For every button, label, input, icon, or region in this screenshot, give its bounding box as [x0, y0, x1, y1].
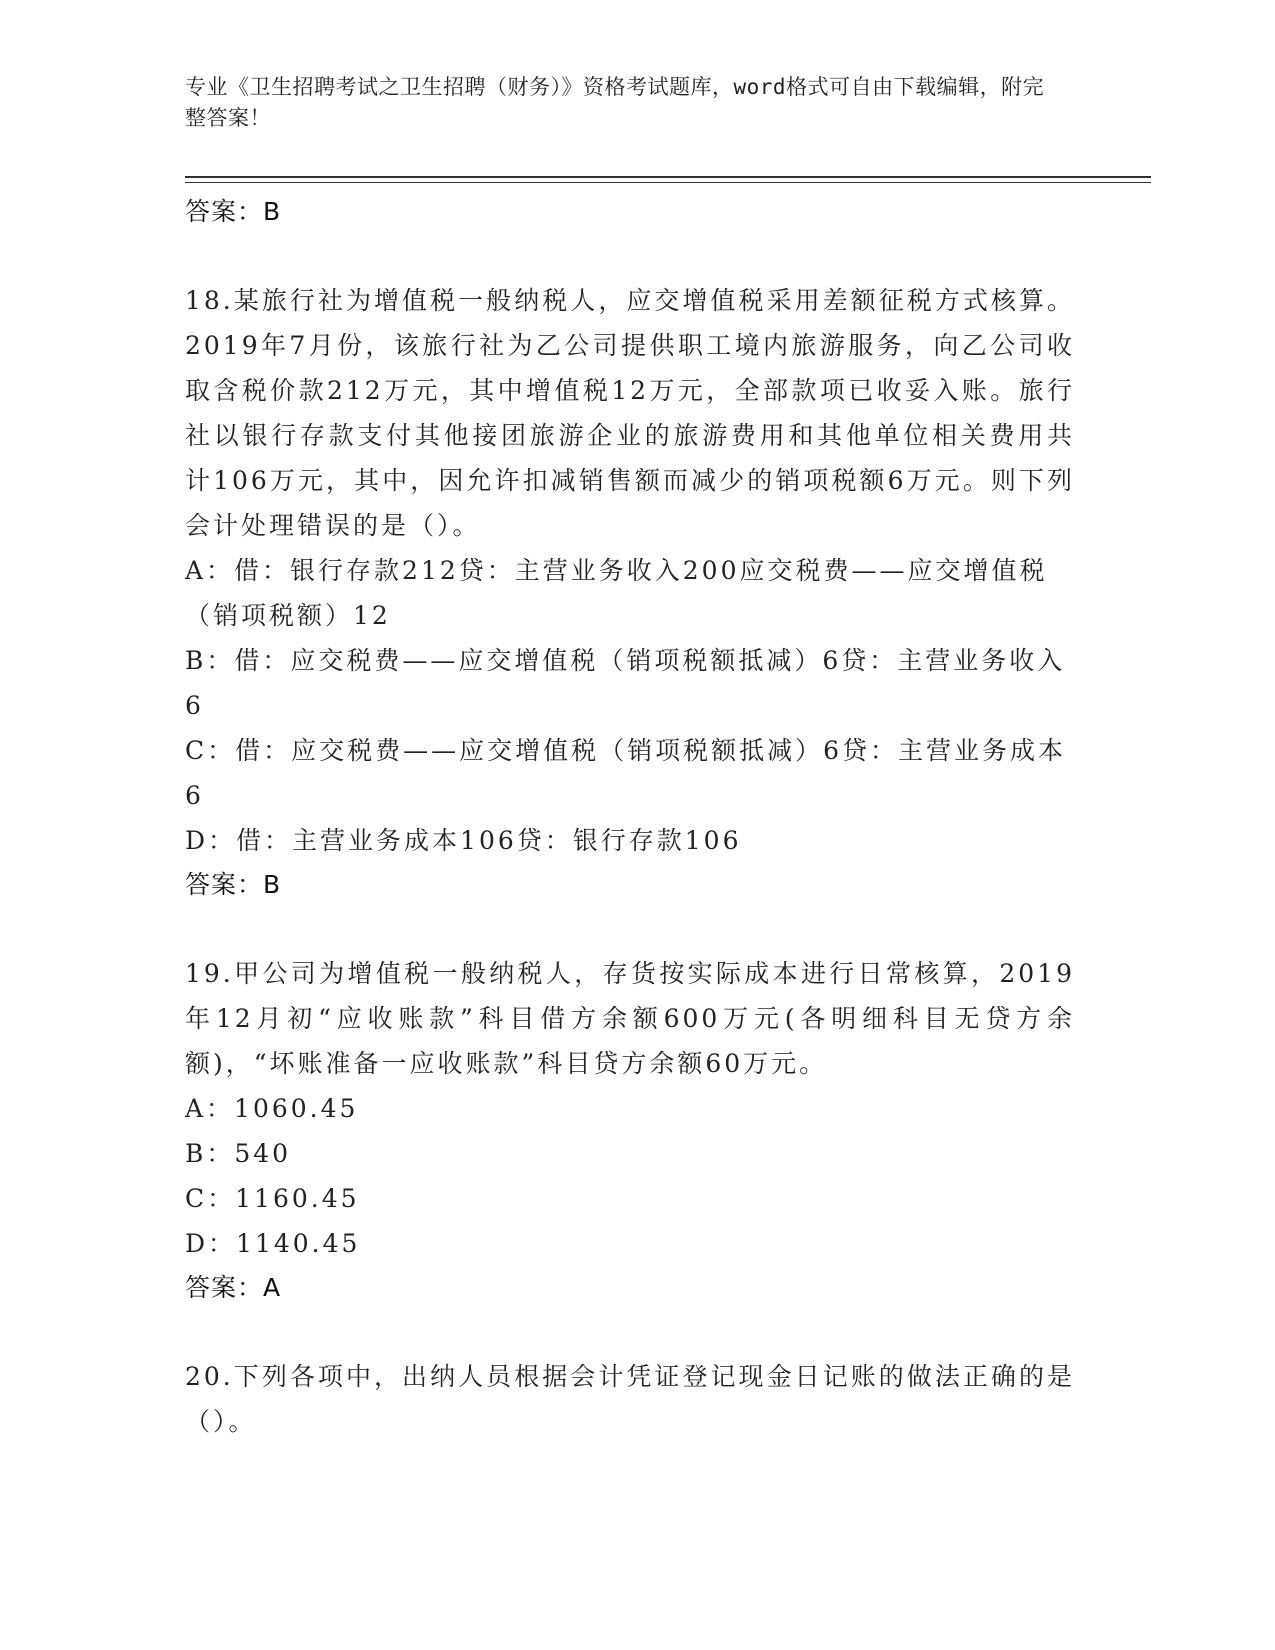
- spacer: [185, 234, 1075, 278]
- spacer: [185, 1310, 1075, 1354]
- spacer: [185, 907, 1075, 951]
- document-body: [185, 190, 1075, 1444]
- question-text: 18.某旅行社为增值税一般纳税人，应交增值税采用差额征税方式核算。2019年7月份，该旅行社为乙公司提供职工境内旅游服务，向乙公司收取含税价款212万元，其中增值税12万元，全部款项已收妥入账。旅行社以银行存款支付其他接团旅游企业的旅游费用和其他单位相关费用共计106万元，其中，因允许扣减销售额而减少的销项税额6万元。则下列会计处理错误的是（）。: [185, 286, 1075, 540]
- option-a: A：借：银行存款212贷：主营业务收入200应交税费——应交增值税（销项税额）12: [185, 556, 1048, 630]
- option-c: C：1160.45: [185, 1184, 360, 1213]
- page-header: 专业《卫生招聘考试之卫生招聘（财务）》资格考试题库，word格式可自由下载编辑，附完整答案！: [185, 75, 1045, 130]
- answer: 答案：B: [185, 870, 282, 899]
- option-d: D：1140.45: [185, 1229, 361, 1258]
- question-text: 19.甲公司为增值税一般纳税人，存货按实际成本进行日常核算，2019年12月初“应收账款”科目借方余额600万元(各明细科目无贷方余额)，“坏账准备一应收账款”科目贷方余额60万元。: [185, 959, 1075, 1078]
- answer: 答案：A: [185, 1273, 282, 1302]
- option-b: B：540: [185, 1139, 292, 1168]
- question-19: [185, 951, 1075, 1310]
- header-rule-thin: [185, 182, 1151, 183]
- option-a: A：1060.45: [185, 1094, 359, 1123]
- option-b: B：借：应交税费——应交增值税（销项税额抵减）6贷：主营业务收入6: [185, 646, 1066, 720]
- header-rule-thick: [185, 176, 1151, 178]
- option-c: C：借：应交税费——应交增值税（销项税额抵减）6贷：主营业务成本6: [185, 736, 1067, 810]
- option-d: D：借：主营业务成本106贷：银行存款106: [185, 826, 742, 855]
- previous-answer: 答案：B: [185, 197, 282, 226]
- question-18: [185, 278, 1075, 907]
- question-20: [185, 1354, 1075, 1444]
- question-text: 20.下列各项中，出纳人员根据会计凭证登记现金日记账的做法正确的是（）。: [185, 1362, 1075, 1436]
